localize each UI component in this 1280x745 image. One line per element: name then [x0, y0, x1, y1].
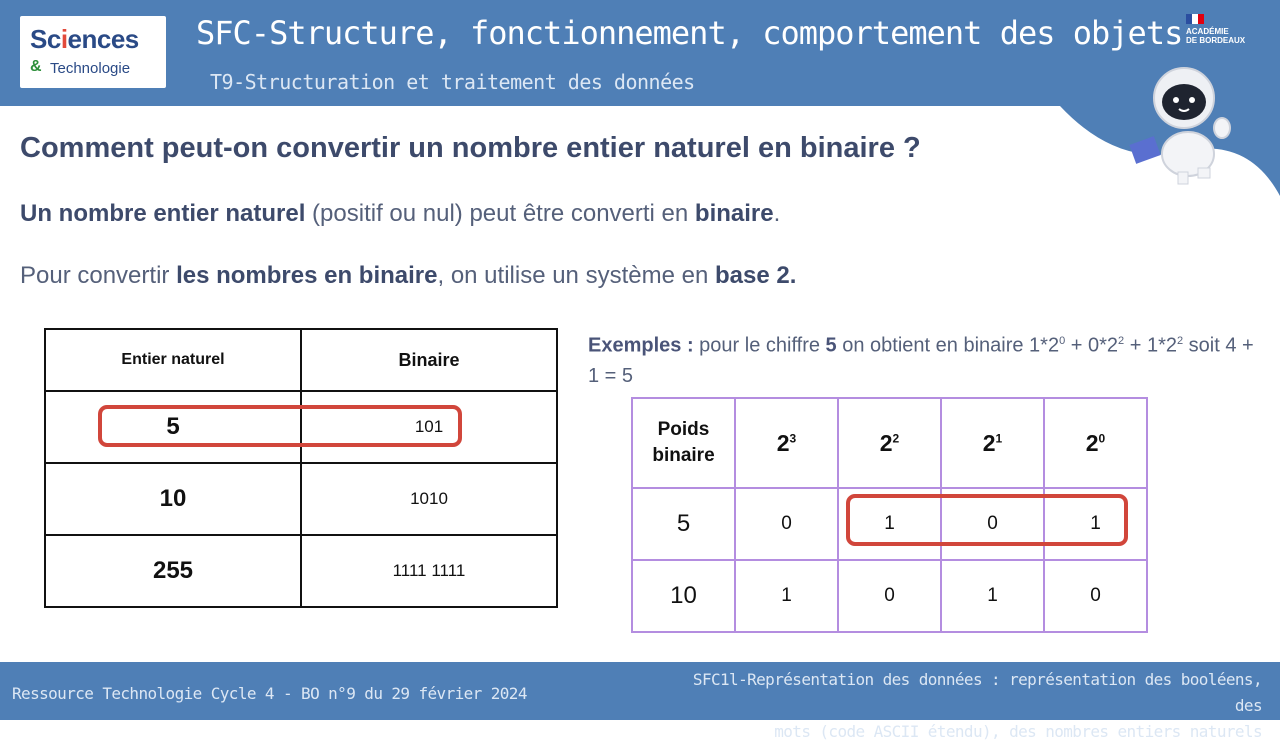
table-cell: 0 — [838, 560, 941, 632]
highlight-box — [98, 405, 462, 447]
table-row — [45, 535, 557, 607]
table-header: Entier naturel — [45, 329, 301, 391]
table-cell: 1 — [735, 560, 838, 632]
sciences-technologie-logo: Sciences & Technologie — [20, 16, 166, 88]
example-text: Exemples : pour le chiffre 5 on obtient en binaire $1*2^0 + 0*2^2 + 1*2^2$ soit 4 + 1 = 5 — [588, 334, 1254, 387]
table-header: Poids binaire — [632, 398, 735, 488]
highlight-box — [846, 494, 1128, 546]
table-row — [45, 463, 557, 535]
footer-left-text: Ressource Technologie Cycle 4 - BO n°9 du 29 février 2024 — [12, 684, 527, 703]
robot-mascot-icon — [1118, 56, 1248, 186]
table-header: $2^0$ — [1044, 398, 1147, 488]
table-cell: 0 — [735, 488, 838, 560]
table-header: Binaire — [301, 329, 557, 391]
page-subtitle: T9-Structuration et traitement des données — [210, 70, 695, 94]
intro-paragraph: Un nombre entier naturel (positif ou nul) peut être converti en binaire. — [20, 200, 781, 227]
table-cell: 1 — [1044, 488, 1147, 560]
table-cell: 101 — [301, 391, 557, 463]
page-title: SFC-Structure, fonctionnement, comportement des objets — [196, 14, 1183, 52]
table-cell: 5 — [45, 391, 301, 463]
table-cell: 10 — [45, 463, 301, 535]
table-header: $2^3$ — [735, 398, 838, 488]
conversion-table — [44, 328, 558, 608]
table-cell: 255 — [45, 535, 301, 607]
table-cell: 1 — [941, 560, 1044, 632]
footer-right-text: SFC1l-Représentation des données : représentation des booléens, des mots (code ASCII étendu), des nombres entiers naturels — [692, 670, 1262, 741]
main-question: Comment peut-on convertir un nombre entier naturel en binaire ? — [20, 132, 921, 164]
table-cell: 1010 — [301, 463, 557, 535]
table-cell: 0 — [941, 488, 1044, 560]
table-cell: 1111 1111 — [301, 535, 557, 607]
academy-logo: ACADÉMIE DE BORDEAUX — [1186, 14, 1274, 54]
table-cell: 1 — [838, 488, 941, 560]
table-header: $2^1$ — [941, 398, 1044, 488]
base-paragraph: Pour convertir les nombres en binaire, on utilise un système en base 2. — [20, 262, 797, 289]
table-row — [632, 560, 1147, 632]
table-cell: 5 — [632, 488, 735, 560]
table-header: $2^2$ — [838, 398, 941, 488]
table-cell: 10 — [632, 560, 735, 632]
table-cell: 0 — [1044, 560, 1147, 632]
